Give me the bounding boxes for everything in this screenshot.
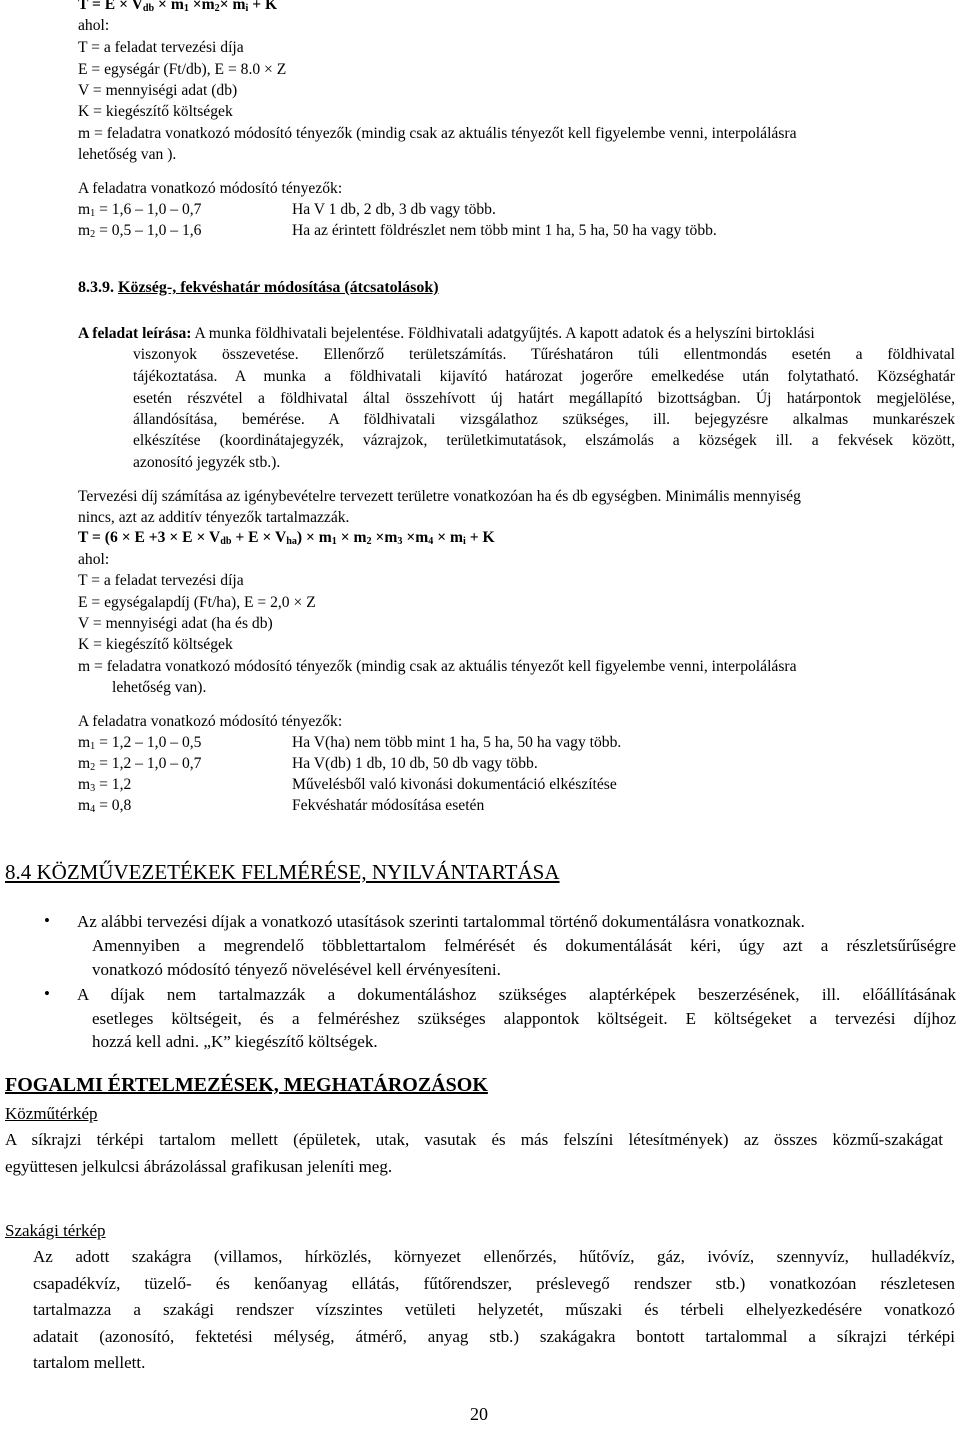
formula-line-1: $T = E \times V_{db} \times m_1 \times m_2\times m_i + K$ — [78, 0, 278, 14]
task-description-line-5: állandósítása, bemérése. A földhivatali vizsgálathoz szükséges, ill. bejegyzésre alkalmas munkarészek — [133, 411, 955, 428]
modifier-m1-condition: Ha V 1 db, 2 db, 3 db vagy több. — [292, 201, 496, 218]
modifier-m4: $m_4 = 0,8$ — [78, 797, 132, 815]
definition-e-2: E = egységalapdíj (Ft/ha), E = 2,0 × Z — [78, 594, 316, 611]
definitions-heading: FOGALMI ÉRTELMEZÉSEK, MEGHATÁROZÁSOK — [5, 1074, 488, 1096]
page-number: 20 — [470, 1404, 488, 1424]
definition-szakagi-line-2: csapadékvíz, tüzelő- és kenőanyag ellátás, fűtőrendszer, préslevegő rendszer stb.) vonatkozóan részletesen — [33, 1274, 955, 1293]
definition-m-line-2: lehetőség van ). — [78, 146, 177, 163]
definition-e: E = egységár (Ft/db), E = 8.0 × Z — [78, 61, 287, 78]
definition-kozmuterkep-line-1: A síkrajzi térképi tartalom mellett (épületek, utak, vasutak és más felszíni létesítmények) az összes közmű-szakágat — [5, 1130, 943, 1149]
formula-line-2: $T = (6 \times E +3 \times E \times V_{db} + E \times V_{ha}) \times m_1 \times m_2 \times m_3 \times m_4 \times m_i + K$ — [78, 529, 495, 547]
modifier-title-2: A feladatra vonatkozó módosító tényezők: — [78, 713, 343, 730]
definition-szakagi-line-5: tartalom mellett. — [33, 1353, 146, 1372]
task-description-line-6: elkészítése (koordinátajegyzék, vázrajzok, területkimutatások, elszámolás a községek ill. a fekvések között, — [133, 432, 955, 449]
definition-m-2-line-2: lehetőség van). — [112, 679, 207, 696]
definition-t: T = a feladat tervezési díja — [78, 39, 244, 56]
section-8-4-heading: 8.4 KÖZMŰVEZETÉKEK FELMÉRÉSE, NYILVÁNTARTÁSA — [5, 860, 560, 884]
bullet-1-line-1: Az alábbi tervezési díjak a vonatkozó utasítások szerinti tartalommal történő dokumentálásra vonatkoznak. — [77, 912, 805, 931]
modifier-m2-2-condition: Ha V(db) 1 db, 10 db, 50 db vagy több. — [292, 755, 538, 772]
bullet-marker-2: • — [44, 984, 50, 1003]
definition-v-2: V = mennyiségi adat (ha és db) — [78, 615, 273, 632]
task-description-line-7: azonosító jegyzék stb.). — [133, 454, 281, 471]
definition-szakagi-line-3: tartalmazza a szakági rendszer vízszintes vetületi helyzetét, műszaki és térbeli elhelyezkedésére vonatkozó — [33, 1300, 955, 1319]
section-8-3-9-heading: 8.3.9. Község-, fekvéshatár módosítása (átcsatolások) — [78, 279, 439, 296]
modifier-m2-condition: Ha az érintett földrészlet nem több mint 1 ha, 5 ha, 50 ha vagy több. — [292, 222, 717, 239]
definition-m-2-line-1: m = feladatra vonatkozó módosító tényezők (mindig csak az aktuális tényezőt kell figyelembe venni, interpolálásra — [78, 658, 797, 675]
task-description-line-2: viszonyok összevetése. Ellenőrző területszámítás. Tűréshatáron túli ellentmondás esetén a földhivatal — [133, 346, 955, 363]
modifier-m3: $m_3 = 1,2$ — [78, 776, 132, 794]
definition-szakagi-line-4: adatait (azonosító, fektetési mélység, átmérő, anyag stb.) szakágakra bontott tartalommal a síkrajzi térképi — [33, 1327, 955, 1346]
modifier-m2: $m_2 = 0,5 - 1,0 - 1,6$ — [78, 222, 202, 240]
definition-v: V = mennyiségi adat (db) — [78, 82, 238, 99]
ahol-label-2: ahol: — [78, 551, 110, 568]
definition-kozmuterkep-line-2: együttesen jelkulcsi ábrázolással grafikusan jeleníti meg. — [5, 1157, 393, 1176]
bullet-2-line-1: A díjak nem tartalmazzák a dokumentáláshoz szükséges alaptérképek beszerzésének, ill. előállításának — [77, 985, 956, 1004]
fee-calc-line-2: nincs, azt az additív tényezők tartalmazzák. — [78, 509, 350, 526]
task-description-line-4: esetén részvétel a földhivatal által összehívott új határt megállapító bizottságban. Új határpontok megjelölése, — [133, 390, 955, 407]
modifier-m1: $m_1 = 1,6 - 1,0 - 0,7$ — [78, 201, 202, 219]
definition-m-line-1: m = feladatra vonatkozó módosító tényezők (mindig csak az aktuális tényezőt kell figyelembe venni, interpolálásra — [78, 125, 797, 142]
definition-szakagi-line-1: Az adott szakágra (villamos, hírközlés, környezet ellenőrzés, hűtővíz, gáz, ivóvíz, szennyvíz, hulladékvíz, — [33, 1247, 955, 1266]
ahol-label: ahol: — [78, 17, 110, 34]
modifier-m1-2: $m_1 = 1,2 - 1,0 - 0,5$ — [78, 734, 202, 752]
modifier-m1-2-condition: Ha V(ha) nem több mint 1 ha, 5 ha, 50 ha vagy több. — [292, 734, 622, 751]
modifier-m3-condition: Művelésből való kivonási dokumentáció elkészítése — [292, 776, 617, 793]
bullet-1-line-3: vonatkozó módosító tényező növelésével kell érvényesíteni. — [92, 960, 501, 979]
term-szakagi-terkep: Szakági térkép — [5, 1221, 106, 1240]
task-description-line-3: tájékoztatása. A munka a földhivatali kijavító határozat jogerőre emelkedése után folytatható. Községhatár — [133, 368, 955, 385]
definition-k-2: K = kiegészítő költségek — [78, 636, 233, 653]
definition-k: K = kiegészítő költségek — [78, 103, 233, 120]
modifier-m4-condition: Fekvéshatár módosítása esetén — [292, 797, 485, 814]
bullet-marker-1: • — [44, 911, 50, 930]
term-kozmuterkep: Közműtérkép — [5, 1104, 98, 1123]
modifier-m2-2: $m_2 = 1,2 - 1,0 - 0,7$ — [78, 755, 202, 773]
task-description-line-1: A feladat leírása: A munka földhivatali bejelentése. Földhivatali adatgyűjtés. A kapott adatok és a helyszíni birtoklási — [78, 325, 815, 342]
bullet-2-line-2: esetleges költségeit, és a felméréshez szükséges alappontok költségeit. E költségeket a tervezési díjhoz — [92, 1009, 956, 1028]
bullet-2-line-3: hozzá kell adni. „K” kiegészítő költségek. — [92, 1032, 378, 1051]
definition-t-2: T = a feladat tervezési díja — [78, 572, 244, 589]
fee-calc-line-1: Tervezési díj számítása az igénybevételre tervezett területre vonatkozóan ha és db egységben. Minimális mennyiség — [78, 488, 801, 505]
bullet-1-line-2: Amennyiben a megrendelő többlettartalom felmérését és dokumentálását kéri, úgy azt a részletsűrűségre — [92, 936, 956, 955]
modifier-title: A feladatra vonatkozó módosító tényezők: — [78, 180, 343, 197]
